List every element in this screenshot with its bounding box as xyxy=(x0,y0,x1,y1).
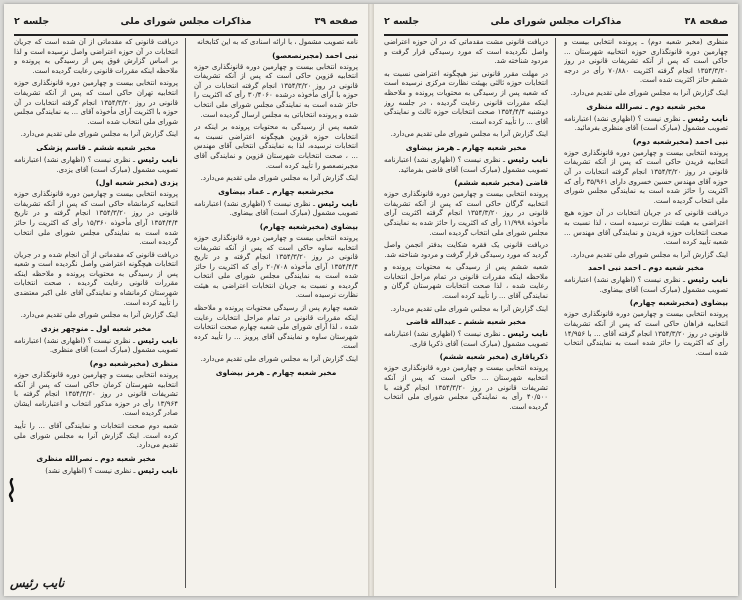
paragraph-text: نظری نیست ؟ (اظهاری نشد) اعتبارنامه تصویب مشمول (مبارک است) آقای منظری بفرمائید. xyxy=(564,114,728,133)
session-label: جلسه ۲ xyxy=(14,16,50,27)
paragraph xyxy=(14,466,178,477)
column-divider xyxy=(185,38,186,588)
right-page-header xyxy=(384,8,728,36)
paragraph: نامه تصویب مشمول ، با ارائه اسنادی که به این کتابخانه xyxy=(197,38,358,46)
ink-mark-icon xyxy=(6,478,18,502)
paragraph: شعبه پس از رسیدگی به محتویات پرونده بر اینکه در انتخابات حوزه قزوین هیچگونه اعتراضی نسبت به انتخابات نرسیده، لذا به نمایندگی انتخابی آقای مهندس ... ، صحت انتخابات شهرستان قزوین و نمایندگی آقای مجبرنصعصو را تأیید کرده است. xyxy=(194,123,358,170)
paragraph: دریافت قانونی که مقدماتی از آن شده است که جریان انتخابات در آن حوزه اعتراضی واصل نرسیده است و لذا بر اساس گزارش فوق پس از رسیدگی به پرونده و ملاحظه اینکه مقررات قانونی رعایت گردیده است. xyxy=(14,38,178,75)
speaker-heading: بیضاوی (مخبرشعبه چهارم) xyxy=(259,221,358,231)
paragraph-text: نظری نیست ؟ (اظهاری نشد) اعتبارنامه تصویب مشمول (مبارک است) آقای بیضاوی. xyxy=(194,199,358,218)
speaker-name: نایب رئیس xyxy=(687,275,728,285)
paragraph: اینک گزارش آنرا به مجلس شورای ملی تقدیم می‌دارد. xyxy=(390,130,548,139)
paragraph: اینک گزارش آنرا به مجلس شورای ملی تقدیم می‌دارد. xyxy=(390,304,548,313)
signature-line: مخبر شعبه ششم ـ عبدالله قاضی xyxy=(406,317,526,327)
paragraph xyxy=(194,199,358,219)
paragraph: اینک گزارش آنرا به مجلس شورای ملی تقدیم می‌دارد. xyxy=(200,174,358,183)
signature-line: مخبر شعبه چهارم ـ هرمز بیضاوی xyxy=(215,367,337,377)
speaker-name: نایب رئیس xyxy=(507,154,548,164)
text-column xyxy=(564,38,728,588)
paragraph: پرونده انتخابی بیست و چهارمین دوره قانونگذاری حوزه انتخابیه قزوین حاکی است که پس از آنکه تشریفات قانونی در روز ۱۳۵۴/۳/۲۰ انجام گرفته انتخابات در آن حوزه با آرای مأخوذه درشده ۳۰/۴۰۶۰ رأی که اکثریت را حائز شده است به نمایندگی مجلس شورای ملی انتخاب شده و پرونده انتخاباتی به مجلس ارسال گردیده است. xyxy=(194,62,358,119)
paragraph xyxy=(14,155,178,175)
paragraph-text: نظری نیست ؟ (اظهاری نشد) اعتبارنامه تصویب مشمول (مبارک است) آقای ذکریا قاری. xyxy=(384,330,548,348)
paragraph: اینک گزارش آنرا به مجلس شورای ملی تقدیم می‌دارد. xyxy=(570,250,728,259)
signature-line: مخبر شعبه ششم ـ قاسم پزشکی xyxy=(36,142,156,152)
paragraph: منظری (مخبر شعبه دوم) ـ پرونده انتخابی بیست و چهارمین دوره قانونگذاری حوزه انتخابیه شهرستان ... حاکی است که پس از آنکه تشریفات قانونی در روز ۱۳۵۴/۳/۲۰ انجام گرفته اکثریت ۷۰/۸۸۰ رأی در درجه ششم حائز اکثریت شده است. xyxy=(564,38,728,85)
paragraph-text: نظری نیست ؟ (اظهاری نشد) اعتبارنامه تصویب مشمول (مبارک است) آقای قاضی بفرمائید. xyxy=(384,155,548,174)
handwritten-stamp: نایب رئیس xyxy=(10,576,65,590)
paragraph: دریافت قانونی که مقدماتی از آن انجام شده و در جریان انتخابات هیچگونه اعتراضی واصل نگردیده است و شعبه پس از رسیدگی به محتویات پرونده و ملاحظه اینکه مقررات قانونی رعایت گردیده ، صحت انتخابات شهرستان کرمانشاه و نمایندگی آقای علی اکبر معتضدی را تأیید کرده است. xyxy=(14,250,178,307)
paragraph: پرونده انتخابی بیست و چهارمین دوره قانونگذاری حوزه انتخابیه گرگان حاکی است که پس از آنکه تشریفات قانونی در روز ۱۳۵۴/۳/۲۰ انجام گرفته اکثریت آرای مأخوذه ۱۱/۹۹۸ رأی که اکثریت را حائز شده به نمایندگی مجلس شورای ملی انتخاب گردیده است. xyxy=(384,190,548,237)
left-page-columns xyxy=(14,38,358,588)
left-page xyxy=(4,4,368,596)
text-column xyxy=(14,38,178,588)
speaker-name: نایب رئیس xyxy=(137,465,178,475)
speaker-heading: قاضی (مخبر شعبه ششم) xyxy=(454,178,548,188)
signature-line: مخبر شعبه دوم ـ احمد نبی احمد xyxy=(588,263,704,273)
separator: ـ xyxy=(130,336,138,345)
signature-line: مخبر شعبه دوم ـ نصرالله منظری xyxy=(36,453,156,463)
speaker-name: نایب رئیس xyxy=(507,329,548,339)
speaker-name: نایب رئیس xyxy=(137,154,178,164)
separator: ـ xyxy=(680,114,688,123)
paragraph: پرونده انتخابی بیست و چهارمین دوره قانونگذاری حوزه انتخابیه شهرستان ... حاکی است که پس از آنکه تشریفات قانونی در روز ۱۳۵۴/۳/۲۰ انجام گرفته با ۴۰/۵۰۰ رأی به نمایندگی مجلس شورای ملی انتخاب گردیده است. xyxy=(384,364,548,411)
speaker-heading: ذکریاقاری (مخبر شعبه ششم) xyxy=(439,352,548,362)
separator: ـ xyxy=(680,276,688,285)
paragraph-text: نظری نیست ؟ (اظهاری نشد) اعتبارنامه تصویب مشمول (مبارک است) آقای منظری. xyxy=(14,336,178,355)
paragraph xyxy=(14,336,178,356)
separator: ـ xyxy=(131,466,138,475)
signature-line: مخبر شعبه اول ـ منوچهر یزدی xyxy=(40,323,152,333)
paragraph: شعبه دوم صحت انتخابات و نمایندگی آقای ... را تأیید کرده است. اینک گزارش آنرا به مجلس شورای ملی تقدیم می‌دارد. xyxy=(14,422,178,450)
separator: ـ xyxy=(130,155,138,164)
text-column xyxy=(194,38,358,588)
signature-line: مخبر شعبه چهارم ـ هرمز بیضاوی xyxy=(405,142,527,152)
page-number: صفحه ۳۹ xyxy=(314,16,358,27)
speaker-heading: یزدی (مخبر شعبه اول) xyxy=(95,178,178,188)
signature-line: مخبرشعبه چهارم ـ عماد بیضاوی xyxy=(218,186,334,196)
right-page-columns xyxy=(384,38,728,588)
paragraph: اینک گزارش آنرا به مجلس شورای ملی تقدیم می‌دارد. xyxy=(20,130,178,139)
paragraph xyxy=(564,275,728,295)
right-page xyxy=(374,4,738,596)
separator: ـ xyxy=(500,155,508,164)
session-label: جلسه ۲ xyxy=(384,16,420,27)
paragraph-text: نظری نیست ؟ (اظهاری نشد) اعتبارنامه تصویب مشمول (مبارک است) آقای بیضاوی. xyxy=(564,276,728,294)
speaker-heading: نبی احمد (مخبرشعبه دوم) xyxy=(632,136,728,146)
paragraph: پرونده انتخابی بیست و چهارمین دوره قانونگذاری حوزه انتخابیه ساوه حاکی است که پس از آنکه تشریفات قانونی در روز ۱۳۵۴/۳/۲۰ انجام گرفته و در تاریخ ۱۳۵۴/۴/۴ آرای مأخوذه ۲۰/۷۰۸ رأی که اکثریت را حائز شده است به نمایندگی مجلس شورای ملی انتخاب گردیده و نسبت به جریان انتخابات اعتراضی به هیئت نظارت نرسیده است. xyxy=(194,233,358,300)
paragraph-text: نظری نیست ؟ (اظهاری نشد) xyxy=(45,466,132,475)
paragraph: پرونده انتخابی بیست و چهارمین دوره قانونگذاری حوزه انتخابیه کرمانشاه حاکی است که پس از آنکه تشریفات قانونی در روز ۱۳۵۴/۳/۲۰ انجام گرفته و در تاریخ ۱۳۵۴/۴/۴ آرای مأخوذه ۱۵/۳۶۰ رأی که اکثریت را حائز شده است به نمایندگی مجلس شورای ملی انتخاب گردیده است. xyxy=(14,190,178,247)
speaker-name: نایب رئیس xyxy=(687,113,728,123)
paragraph: پرونده انتخابی بیست و چهارمین دوره قانونگذاری حوزه انتخابیه فراهان حاکی است که پس از آنکه تشریفات قانونی در روز ۱۳۵۴/۳/۲۰ انجام گرفته آقای ... با ۱۴/۹۵۶ رأی که اکثریت را حائز شده است به نمایندگی انتخاب شده است. xyxy=(564,310,728,357)
speaker-heading: نبی احمد (مجبرنصعصو) xyxy=(272,50,358,60)
separator: ـ xyxy=(310,199,318,208)
paragraph: شعبه چهارم پس از رسیدگی محتویات پرونده و ملاحظه اینکه مقررات قانونی در تمام مراحل انتخابات رعایت شده ، لذا آرای شورای ملی شعبه چهارم صحت انتخابات شهرستان ساوه و نمایندگی آقای پرویز ... را تأیید کرده است. xyxy=(194,304,358,351)
paragraph: اینک گزارش آنرا به مجلس شورای ملی تقدیم می‌دارد. xyxy=(200,355,358,364)
page-number: صفحه ۳۸ xyxy=(684,16,728,27)
paragraph: پرونده انتخابی بیست و چهارمین دوره قانونگذاری حوزه انتخابیه فریدن حاکی است که پس از آنکه تشریفات قانونی در روز ۱۳۵۴/۳/۲۰ انجام گرفته انتخابات در آن حوزه آقای مهندس حسین خسروی دارای ۳۵/۹۶۱ رأی که اکثریت را حائز شده است به نمایندگی مجلس شورای ملی انتخاب گردیده است. xyxy=(564,148,728,205)
text-column xyxy=(384,38,548,588)
speaker-name: نایب رئیس xyxy=(137,335,178,345)
journal-title: مذاکرات مجلس شورای ملی xyxy=(120,16,252,27)
newspaper-spread xyxy=(4,4,738,596)
left-page-header xyxy=(14,8,358,36)
separator: ـ xyxy=(500,330,508,339)
paragraph: شعبه ششم پس از رسیدگی به محتویات پرونده و ملاحظه اینکه مقررات قانونی در تمام مراحل انتخابات رعایت شده ، لذا صحت انتخابات شهرستان گرگان و نمایندگی آقای ... را تأیید کرده است. xyxy=(384,263,548,301)
paragraph-text: نظری نیست ؟ (اظهاری نشد) اعتبارنامه تصویب مشمول (مبارک است) آقای یزدی. xyxy=(14,155,178,174)
paragraph: دریافت قانونی که در جریان انتخابات در آن حوزه هیچ اعتراضی به هیئت نظارت نرسیده است ، لذا نسبت به صحت انتخابات حوزه فریدن و نمایندگی آقای مهندس ... شعبه تأیید کرده است. xyxy=(564,209,728,247)
column-divider xyxy=(555,38,556,588)
speaker-heading: منظری (مخبرشعبه دوم) xyxy=(89,359,178,369)
paragraph xyxy=(564,114,728,134)
speaker-name: نایب رئیس xyxy=(317,198,358,208)
paragraph xyxy=(384,329,548,349)
paragraph: در مهلت مقرر قانونی نیز هیچگونه اعتراضی نسبت به انتخابات حوزه ثالثی بهیئت نظارت مرکزی نرسیده است که شعبه پس از رسیدگی به محتویات پرونده و ملاحظه اینکه مقررات قانونی رعایت گردیده ، در جلسه روز دوشنبه ۱۳۵۴/۴/۴ صحت انتخابات حوزه ثالث و نمایندگی آقای ... را تأیید کرده است. xyxy=(384,69,548,126)
paragraph: پرونده انتخابی بیست و چهارمین دوره قانونگذاری حوزه انتخابیه تهران حاکی است که پس از آنکه تشریفات قانونی در روز ۱۳۵۴/۳/۲۰ انجام گرفته انتخابات در آن حوزه با اکثریت آرای مأخوذه آقای ... به نمایندگی مجلس شورای ملی انتخاب شده است. xyxy=(14,79,178,126)
paragraph xyxy=(384,155,548,175)
paragraph: اینک گزارش آنرا به مجلس شورای ملی تقدیم می‌دارد. xyxy=(570,88,728,97)
speaker-heading: بیضاوی (مخبرشعبه چهارم) xyxy=(629,298,728,308)
paragraph: پرونده انتخابی بیست و چهارمین دوره قانونگذاری حوزه انتخابیه شهرستان کرمان حاکی است که پس از آنکه تشریفات قانونی در روز ۱۳۵۴/۳/۲۰ انجام گرفته با ۱۳/۹۶۴ رأی در حوزه مذکور انتخاب و اعتبارنامه ایشان صادر گردیده است. xyxy=(14,371,178,418)
journal-title: مذاکرات مجلس شورای ملی xyxy=(490,16,622,27)
paragraph: دریافت قانونی مشت مقدماتی که در آن حوزه اعتراضی واصل نگردیده است که مورد رسیدگی قرار گرفت و مردود شناخته شد. xyxy=(384,38,548,66)
paragraph: دریافت قانونی یک فقره شکایت بدفتر انجمن واصل گردید که مورد رسیدگی قرار گرفت و مردود شناخته شد. xyxy=(384,241,548,259)
signature-line: مخبر شعبه دوم ـ نصرالله منظری xyxy=(586,101,706,111)
paragraph: اینک گزارش آنرا به مجلس شورای ملی تقدیم می‌دارد. xyxy=(20,311,178,320)
